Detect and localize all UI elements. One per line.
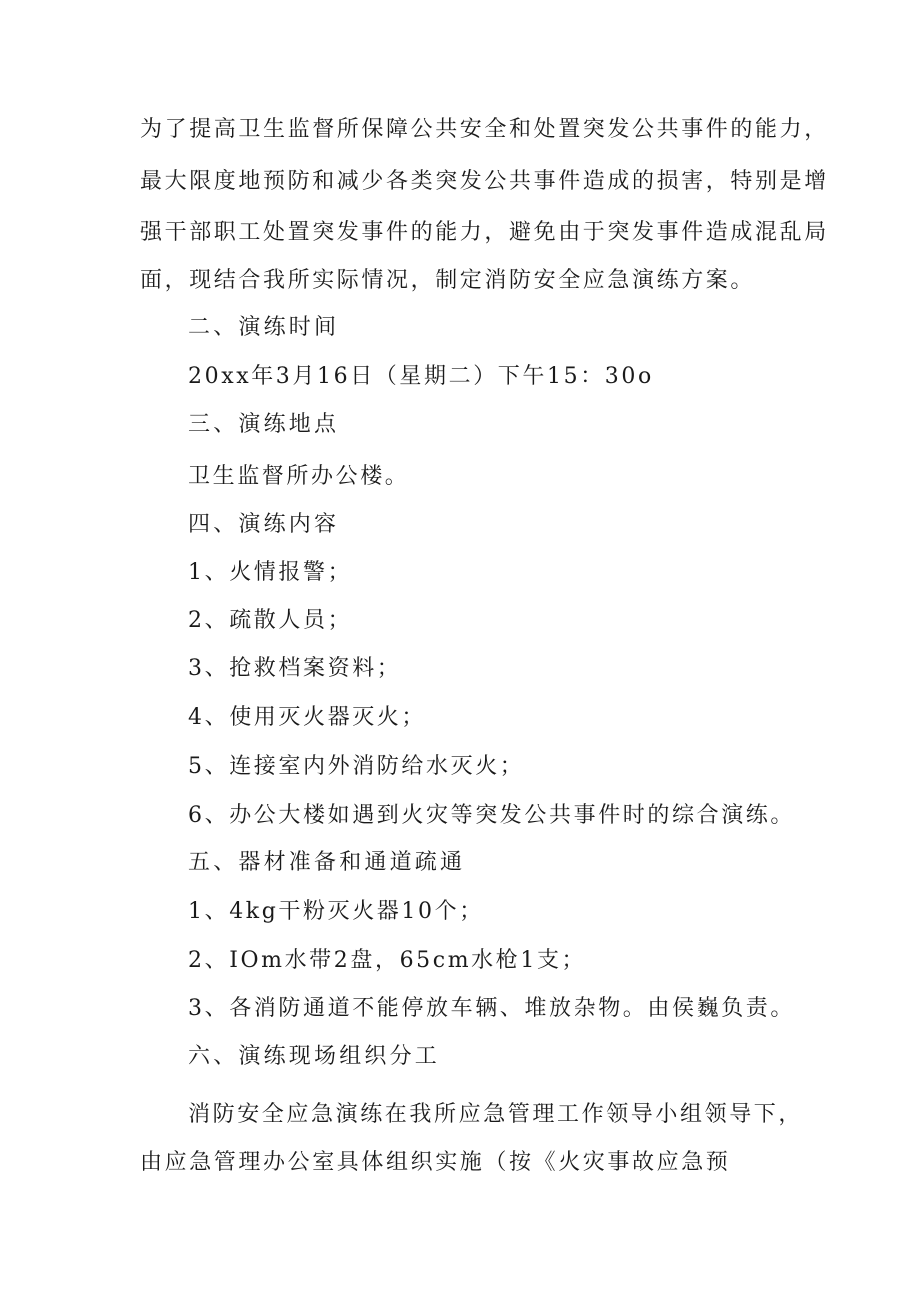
section-3-text: 卫生监督所办公楼。 <box>188 464 410 489</box>
section-4-item-3: 3、抢救档案资料； <box>188 656 402 681</box>
section-2-heading: 二、演练时间 <box>188 315 340 340</box>
section-4-item-6: 6、办公大楼如遇到火灾等突发公共事件时的综合演练。 <box>188 803 795 828</box>
section-5-item-2: 2、IOm水带2盘，65cm水枪1支； <box>188 948 587 973</box>
section-4-item-4: 4、使用灭火器灭火； <box>188 705 426 730</box>
section-6-paragraph-line-2: 由应急管理办公室具体组织实施（按《火灾事故应急预 <box>140 1150 731 1175</box>
section-2-text: 20xx年3月16日（星期二）下午15：30o <box>188 364 654 389</box>
section-4-item-1: 1、火情报警； <box>188 560 353 585</box>
section-4-item-5: 5、连接室内外消防给水灭火； <box>188 754 525 779</box>
section-4-heading: 四、演练内容 <box>188 512 340 537</box>
section-6-heading: 六、演练现场组织分工 <box>188 1044 441 1069</box>
section-5-heading: 五、器材准备和通道疏通 <box>188 850 466 875</box>
intro-line-2: 最大限度地预防和减少各类突发公共事件造成的损害，特别是增 <box>140 169 829 194</box>
section-5-item-1: 1、4kg干粉灭火器10个； <box>188 899 484 924</box>
intro-line-4: 面，现结合我所实际情况，制定消防安全应急演练方案。 <box>140 268 756 293</box>
section-6-paragraph-line-1: 消防安全应急演练在我所应急管理工作领导小组领导下， <box>188 1102 804 1127</box>
section-5-item-3: 3、各消防通道不能停放车辆、堆放杂物。由侯巍负责。 <box>188 996 795 1021</box>
intro-line-3: 强干部职工处置突发事件的能力，避免由于突发事件造成混乱局 <box>140 220 829 245</box>
section-4-item-2: 2、疏散人员； <box>188 608 353 633</box>
section-3-heading: 三、演练地点 <box>188 412 340 437</box>
intro-line-1: 为了提高卫生监督所保障公共安全和处置突发公共事件的能力， <box>140 117 829 142</box>
